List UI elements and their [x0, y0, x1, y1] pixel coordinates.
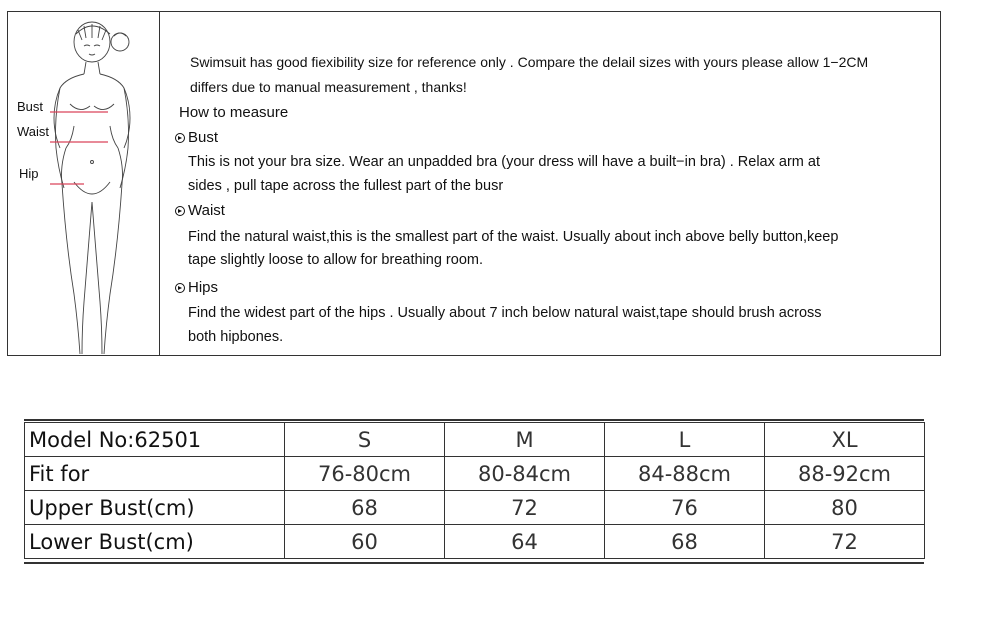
bust-label: Bust: [17, 99, 44, 114]
row-label: Fit for: [25, 457, 285, 491]
hip-label: Hip: [19, 166, 39, 181]
table-cell: 68: [605, 525, 765, 559]
bust-instruction-line-2: sides , pull tape across the fullest part of the busr: [188, 178, 504, 194]
waist-label: Waist: [17, 124, 50, 139]
table-header-row: [25, 423, 925, 457]
hips-title: Hips: [188, 279, 219, 296]
table-row: [25, 491, 925, 525]
waist-instruction-line-2: tape slightly loose to allow for breathing room.: [188, 252, 483, 268]
size-chart-table: [24, 422, 925, 559]
table-cell: 68: [285, 491, 445, 525]
row-label: Lower Bust(cm): [25, 525, 285, 559]
table-cell: 88-92cm: [765, 457, 925, 491]
table-cell: 72: [765, 525, 925, 559]
bust-title: Bust: [188, 129, 219, 146]
play-circle-icon: [175, 206, 185, 216]
model-number-cell: Model No:62501: [25, 423, 285, 457]
measurement-guide: [7, 11, 941, 356]
table-row: [25, 525, 925, 559]
size-header-l: L: [605, 423, 765, 457]
table-cell: 76: [605, 491, 765, 525]
bust-instruction-line-1: This is not your bra size. Wear an unpadded bra (your dress will have a built−in bra) . Relax arm at: [188, 154, 820, 170]
table-cell: 64: [445, 525, 605, 559]
intro-line-1: Swimsuit has good fiexibility size for reference only . Compare the delail sizes with yours please allow 1−2CM: [190, 54, 869, 70]
table-cell: 76-80cm: [285, 457, 445, 491]
size-header-s: S: [285, 423, 445, 457]
play-circle-icon: [175, 283, 185, 293]
waist-instruction-line-1: Find the natural waist,this is the smallest part of the waist. Usually about inch above belly button,keep: [188, 229, 839, 245]
table-cell: 84-88cm: [605, 457, 765, 491]
play-circle-icon: [175, 133, 185, 143]
waist-title: Waist: [188, 202, 225, 219]
table-cell: 80: [765, 491, 925, 525]
size-header-xl: XL: [765, 423, 925, 457]
measurement-instructions: [160, 12, 940, 355]
table-row: [25, 457, 925, 491]
body-figure-cell: [8, 12, 160, 355]
how-to-measure-heading: How to measure: [179, 104, 289, 121]
intro-line-2: differs due to manual measurement , thanks!: [190, 79, 467, 95]
body-figure-illustration: [8, 12, 160, 357]
table-cell: 60: [285, 525, 445, 559]
bust-heading: [175, 129, 218, 146]
table-cell: 72: [445, 491, 605, 525]
hips-instruction-line-2: both hipbones.: [188, 329, 284, 345]
table-cell: 80-84cm: [445, 457, 605, 491]
hips-heading: [175, 279, 218, 296]
waist-heading: [175, 202, 225, 219]
table-bottom-rule: [24, 562, 924, 564]
table-top-rule: [24, 419, 924, 421]
hips-instruction-line-1: Find the widest part of the hips . Usually about 7 inch below natural waist,tape should brush across: [188, 305, 822, 321]
size-header-m: M: [445, 423, 605, 457]
row-label: Upper Bust(cm): [25, 491, 285, 525]
